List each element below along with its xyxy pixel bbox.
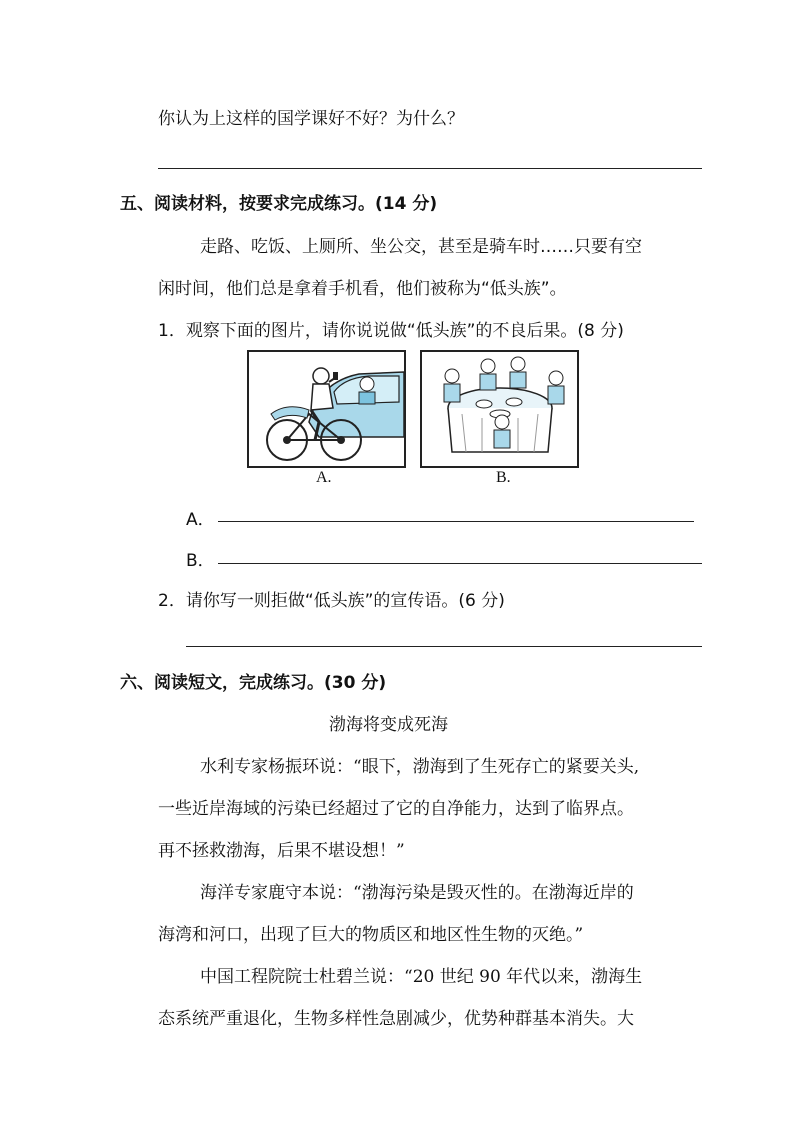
answer-line-a[interactable] [218,521,694,522]
caption-b: B. [496,469,511,486]
paragraph3-line1: 中国工程院院士杜碧兰说：“20 世纪 90 年代以来，渤海生 [200,967,643,987]
section5-question2: 2．请你写一则拒做“低头族”的宣传语。(6 分) [158,591,505,611]
paragraph1-line2: 一些近岸海域的污染已经超过了它的自净能力，达到了临界点。 [158,799,634,819]
question-intro: 你认为上这样的国学课好不好？为什么？ [158,109,464,129]
section6-heading: 六、阅读短文，完成练习。(30 分) [120,673,387,693]
section5-heading: 五、阅读材料，按要求完成练习。(14 分) [120,194,438,214]
picture-a [247,350,406,468]
paragraph2-line1: 海洋专家鹿守本说：“渤海污染是毁灭性的。在渤海近岸的 [200,883,634,903]
section5-question1: 1．观察下面的图片，请你说说做“低头族”的不良后果。(8 分) [158,321,624,341]
answer-line-intro[interactable] [158,168,702,169]
paragraph1-line3: 再不拯救渤海，后果不堪设想！” [158,841,405,861]
caption-a: A. [316,469,332,486]
paragraph2-line2: 海湾和河口，出现了巨大的物质区和地区性生物的灭绝。” [158,925,584,945]
answer-b-label: B． [186,551,215,571]
family-dinner-illustration [422,352,577,466]
answer-line-q2[interactable] [186,646,702,647]
paragraph3-line2: 态系统严重退化，生物多样性急剧减少，优势种群基本消失。大 [158,1009,634,1029]
answer-line-b[interactable] [218,563,702,564]
paragraph1-line1: 水利专家杨振环说：“眼下，渤海到了生死存亡的紧要关头, [200,757,640,777]
cyclist-phone-illustration [249,352,404,466]
section5-material-line2: 闲时间，他们总是拿着手机看，他们被称为“低头族”。 [158,279,567,299]
section5-material-line1: 走路、吃饭、上厕所、坐公交，甚至是骑车时……只要有空 [200,237,642,257]
picture-b [420,350,579,468]
article-title: 渤海将变成死海 [329,715,448,735]
answer-a-label: A． [186,510,215,530]
